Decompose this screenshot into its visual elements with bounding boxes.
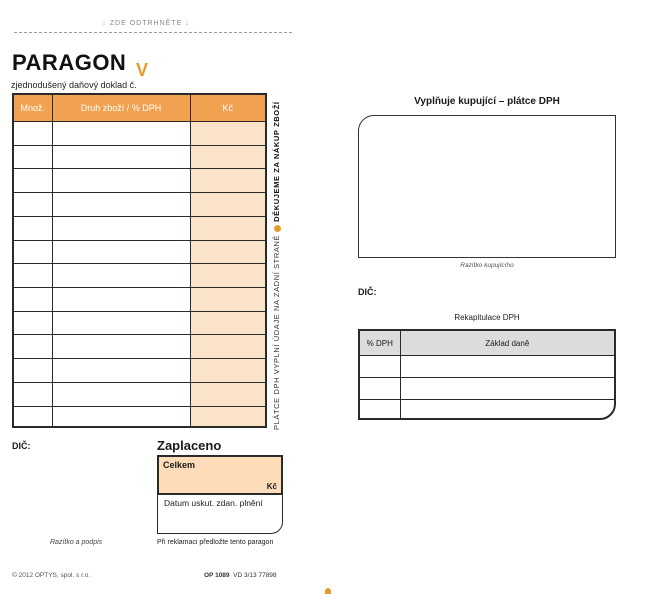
table-cell[interactable]: [190, 311, 265, 335]
table-cell[interactable]: [14, 216, 52, 240]
table-cell[interactable]: [190, 406, 265, 426]
column-header-tax-base: Základ daně: [400, 331, 614, 356]
table-cell[interactable]: [52, 169, 190, 193]
table-cell[interactable]: [400, 378, 614, 400]
items-table-row: [14, 406, 265, 426]
items-table-row: [14, 288, 265, 312]
items-table-row: [14, 240, 265, 264]
table-cell[interactable]: [52, 382, 190, 406]
table-cell[interactable]: [14, 264, 52, 288]
items-table-row: [14, 264, 265, 288]
table-cell[interactable]: [14, 240, 52, 264]
table-cell[interactable]: [190, 122, 265, 146]
vat-recap-table: [358, 329, 616, 420]
table-cell[interactable]: [190, 335, 265, 359]
vat-recap-header: [360, 331, 614, 356]
table-cell[interactable]: [52, 335, 190, 359]
buyer-stamp-label: Razítko kupujícího: [460, 262, 514, 269]
table-cell[interactable]: [14, 122, 52, 146]
table-cell[interactable]: [190, 359, 265, 383]
table-cell[interactable]: [14, 382, 52, 406]
table-cell[interactable]: [360, 378, 400, 400]
items-table-row: [14, 216, 265, 240]
items-table-row: [14, 169, 265, 193]
product-code: OP 1089 VD 3/13 77898: [204, 572, 277, 579]
table-cell[interactable]: [14, 145, 52, 169]
paid-heading: Zaplaceno: [157, 438, 222, 453]
table-cell[interactable]: [14, 288, 52, 312]
table-cell[interactable]: [14, 169, 52, 193]
items-table-row: [14, 193, 265, 217]
items-table-row: [14, 122, 265, 146]
table-cell[interactable]: [14, 311, 52, 335]
page-tab-marker: [325, 588, 331, 594]
items-table-header: [14, 95, 265, 122]
total-label: Celkem: [163, 460, 196, 470]
table-cell[interactable]: [360, 356, 400, 378]
items-table-row: [14, 359, 265, 383]
buyer-dic-label: DIČ:: [358, 287, 377, 297]
table-cell[interactable]: [52, 264, 190, 288]
cut-line: [14, 32, 292, 33]
table-cell[interactable]: [52, 311, 190, 335]
receipt-title-letter: V: [136, 60, 149, 80]
table-cell[interactable]: [52, 193, 190, 217]
column-header-goods: Druh zboží / % DPH: [52, 95, 190, 122]
table-cell[interactable]: [52, 122, 190, 146]
cut-instruction: ↓ ZDE ODTRHNĚTE ↓: [102, 20, 190, 27]
table-cell[interactable]: [52, 216, 190, 240]
vertical-note: PLÁTCE DPH VYPLNÍ ÚDAJE NA ZADNÍ STRANĚDĚKUJEME ZA NÁKUP ZBOŽÍ: [272, 101, 281, 430]
items-table-row: [14, 311, 265, 335]
table-cell[interactable]: [14, 335, 52, 359]
items-table-row: [14, 145, 265, 169]
table-cell[interactable]: [190, 216, 265, 240]
table-cell[interactable]: [14, 359, 52, 383]
table-cell[interactable]: [52, 288, 190, 312]
seller-dic-label: DIČ:: [12, 441, 31, 451]
vat-recap-row: [360, 378, 614, 400]
table-cell[interactable]: [190, 240, 265, 264]
table-cell[interactable]: [190, 264, 265, 288]
complaint-note: Při reklamaci předložte tento paragon: [157, 539, 274, 546]
vat-recap-row: [360, 356, 614, 378]
table-cell[interactable]: [52, 406, 190, 426]
table-cell[interactable]: [52, 359, 190, 383]
date-box[interactable]: [157, 495, 283, 534]
receipt-title: PARAGON: [12, 50, 127, 75]
column-header-quantity: Množ.: [14, 95, 52, 122]
down-arrow-icon: ↓: [102, 20, 107, 27]
table-cell[interactable]: [52, 240, 190, 264]
items-table-row: [14, 382, 265, 406]
items-table-row: [14, 335, 265, 359]
copyright: © 2012 OPTYS, spol. s r.o.: [12, 572, 91, 579]
vat-recap-title: Rekapitulace DPH: [454, 313, 520, 322]
table-cell[interactable]: [190, 145, 265, 169]
column-header-vat-rate: % DPH: [360, 331, 400, 356]
column-header-price: Kč: [190, 95, 265, 122]
table-cell[interactable]: [14, 406, 52, 426]
table-cell[interactable]: [190, 288, 265, 312]
total-box[interactable]: [157, 455, 283, 495]
table-cell[interactable]: [14, 193, 52, 217]
buyer-section-title: Vyplňuje kupující – plátce DPH: [414, 96, 560, 107]
items-table: [12, 93, 267, 428]
table-cell[interactable]: [190, 169, 265, 193]
vat-recap-row: [360, 400, 614, 418]
down-arrow-icon: ↓: [185, 20, 190, 27]
table-cell[interactable]: [52, 145, 190, 169]
buyer-stamp-box[interactable]: [358, 115, 616, 258]
table-cell[interactable]: [190, 382, 265, 406]
bullet-dot-icon: [274, 225, 281, 232]
table-cell[interactable]: [360, 400, 400, 418]
table-cell[interactable]: [190, 193, 265, 217]
table-cell[interactable]: [400, 400, 614, 418]
table-cell[interactable]: [400, 356, 614, 378]
receipt-subtitle: zjednodušený daňový doklad č.: [11, 80, 137, 90]
currency-label: Kč: [266, 482, 277, 491]
stamp-signature-label: Razítko a podpis: [50, 539, 103, 546]
date-label: Datum uskut. zdan. plnění: [164, 498, 263, 508]
